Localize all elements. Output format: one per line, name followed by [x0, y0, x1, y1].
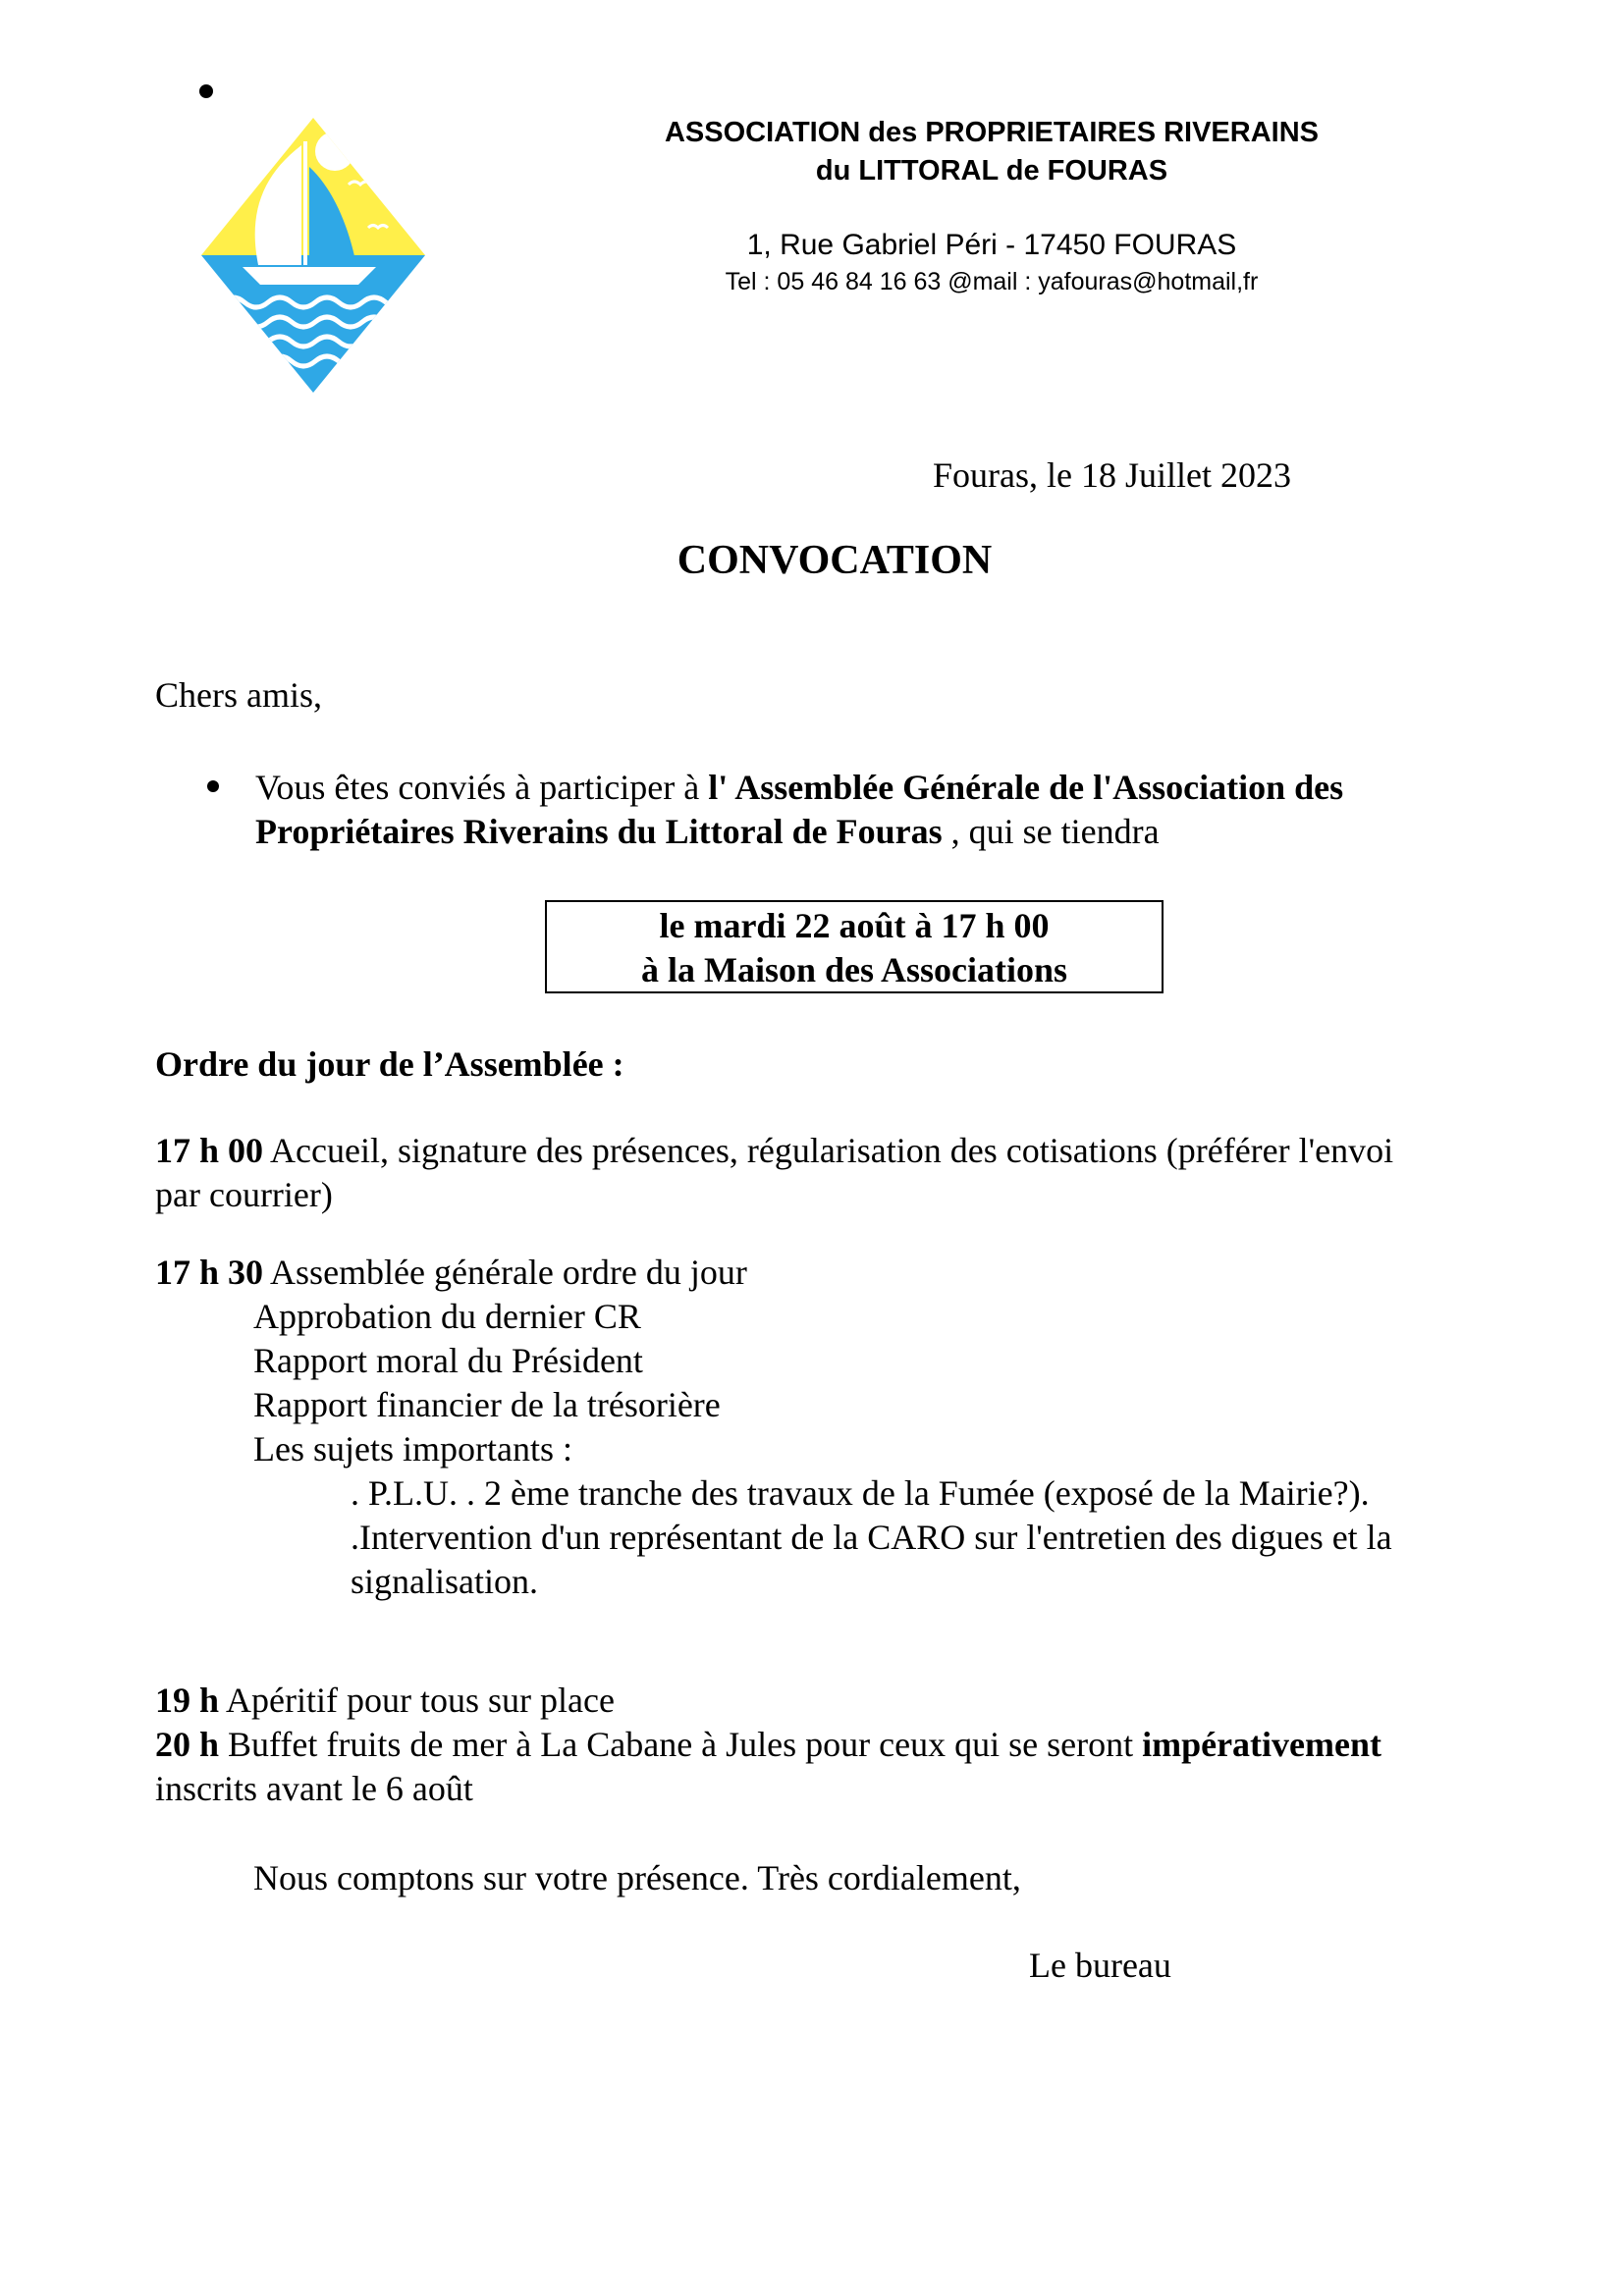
invitation-text: Vous êtes conviés à participer à: [255, 768, 709, 807]
greeting: Chers amis,: [155, 675, 322, 715]
closing-text: Nous comptons sur votre présence. Très cordialement,: [253, 1858, 1021, 1897]
list-bullet-icon: [207, 780, 219, 792]
association-name: [550, 114, 1434, 190]
invitation-line-2: [255, 810, 1160, 854]
bullet-icon: [199, 84, 213, 98]
association-address: 1, Rue Gabriel Péri - 17450 FOURAS: [746, 229, 1237, 261]
assembly-name: l' Assemblée Générale de l'Association des: [708, 768, 1344, 807]
event-date-time: le mardi 22 août à 17 h 00: [659, 906, 1050, 945]
agenda-text: Assemblée générale ordre du jour: [263, 1253, 747, 1292]
agenda-topic: . P.L.U. . 2 ème tranche des travaux de la Fumée (exposé de la Mairie?).: [351, 1473, 1370, 1513]
document-title: CONVOCATION: [677, 538, 993, 583]
agenda-subitem: Approbation du dernier CR: [253, 1297, 641, 1336]
agenda-time: 19 h: [155, 1681, 220, 1720]
agenda-item-4-continued: inscrits avant le 6 août: [155, 1769, 473, 1808]
agenda-item-1: [155, 1129, 1393, 1173]
agenda-item-3: [155, 1679, 615, 1723]
agenda-item-4: [155, 1723, 1381, 1767]
agenda-emphasis: impérativement: [1142, 1725, 1381, 1764]
agenda-item-1-continued: par courrier): [155, 1175, 333, 1214]
event-location: à la Maison des Associations: [640, 950, 1068, 989]
association-name-line2: du LITTORAL de FOURAS: [815, 155, 1168, 187]
agenda-text: Buffet fruits de mer à La Cabane à Jules pour ceux qui se seront: [219, 1725, 1143, 1764]
association-name-line1: ASSOCIATION des PROPRIETAIRES RIVERAINS: [664, 117, 1320, 148]
signature: Le bureau: [1029, 1946, 1171, 1985]
association-name-bold: Propriétaires Riverains du Littoral de Fouras: [255, 812, 943, 851]
agenda-topic-continued: signalisation.: [351, 1562, 538, 1601]
agenda-subitem: Les sujets importants :: [253, 1429, 572, 1468]
sailboat-logo-icon: [201, 118, 425, 393]
agenda-time: 20 h: [155, 1725, 220, 1764]
agenda-item-2: [155, 1251, 747, 1295]
agenda-topic: .Intervention d'un représentant de la CARO sur l'entretien des digues et la: [351, 1518, 1392, 1557]
agenda-subitem: Rapport financier de la trésorière: [253, 1385, 721, 1424]
agenda-subitem: Rapport moral du Président: [253, 1341, 643, 1380]
agenda-text: Apéritif pour tous sur place: [219, 1681, 615, 1720]
invitation-text-end: , qui se tiendra: [942, 812, 1160, 851]
agenda-time: 17 h 30: [155, 1253, 264, 1292]
invitation-line-1: [255, 766, 1343, 810]
agenda-time: 17 h 00: [155, 1131, 264, 1170]
document-date: Fouras, le 18 Juillet 2023: [933, 455, 1291, 495]
association-contact: Tel : 05 46 84 16 63 @mail : yafouras@hotmail,fr: [725, 268, 1259, 295]
agenda-text: Accueil, signature des présences, régularisation des cotisations (préférer l'envoi: [263, 1131, 1394, 1170]
agenda-title: Ordre du jour de l’Assemblée :: [155, 1044, 624, 1084]
